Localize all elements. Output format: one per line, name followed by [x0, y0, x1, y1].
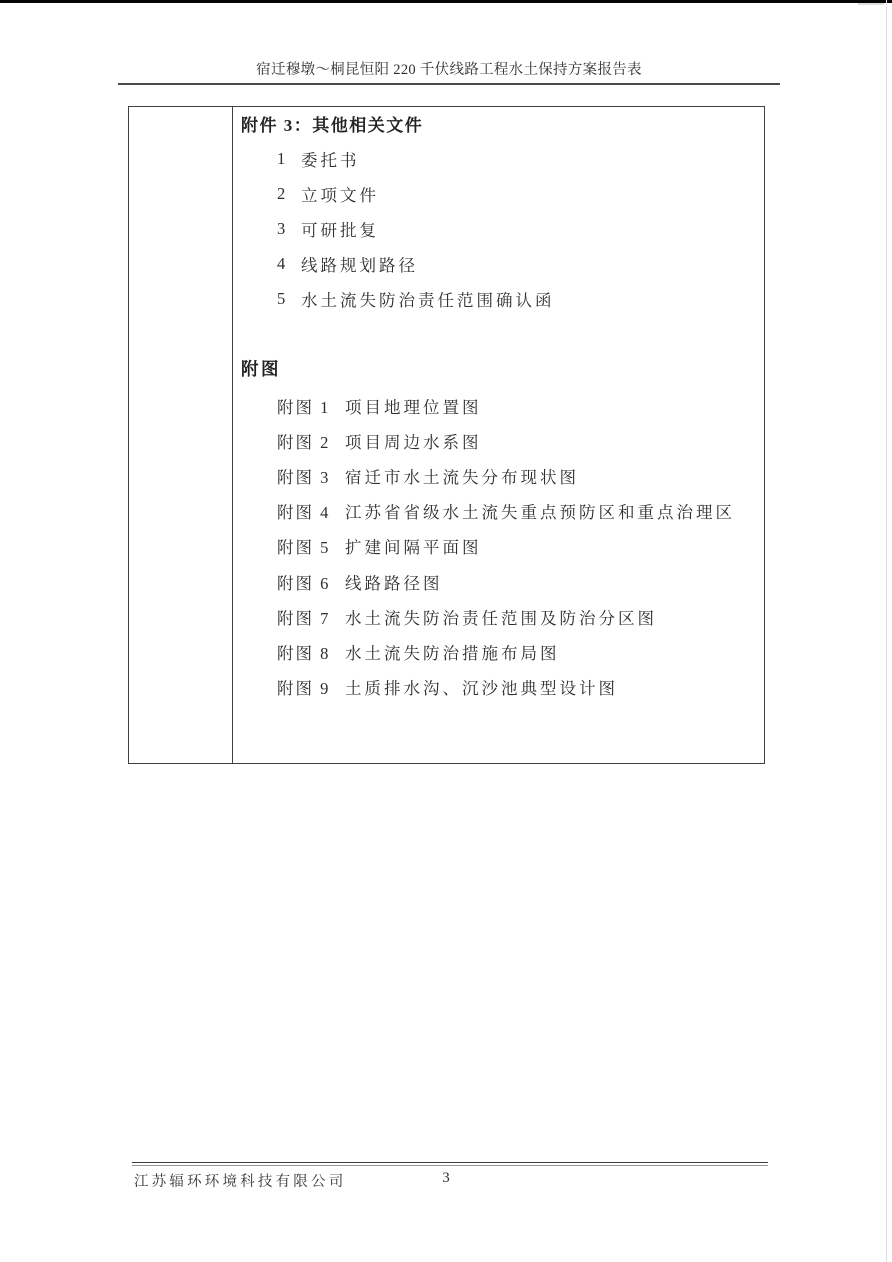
footer-rule — [132, 1162, 768, 1166]
figures-section-title: 附图 — [241, 359, 281, 379]
figures-list — [241, 388, 764, 705]
attachment-number: 4 — [277, 253, 286, 273]
figure-number: 附图 8 — [277, 643, 331, 663]
attachment-number: 5 — [277, 288, 286, 308]
figure-item — [277, 458, 764, 493]
figure-number: 附图 6 — [277, 573, 331, 593]
attachment-item — [277, 141, 764, 176]
figure-item — [277, 599, 764, 634]
figure-number: 附图 2 — [277, 432, 331, 452]
figure-number: 附图 4 — [277, 503, 331, 523]
figure-label: 线路路径图 — [345, 573, 443, 593]
attachment-label: 线路规划路径 — [301, 255, 418, 275]
figure-label: 扩建间隔平面图 — [345, 538, 482, 558]
figure-item — [277, 670, 764, 705]
figure-label: 项目周边水系图 — [345, 432, 482, 452]
figure-number: 附图 9 — [277, 679, 331, 699]
figure-label: 项目地理位置图 — [345, 397, 482, 417]
footer-company-name: 江苏辐环环境科技有限公司 — [134, 1174, 347, 1190]
attachment-item — [277, 176, 764, 211]
figure-number: 附图 5 — [277, 538, 331, 558]
figure-label: 土质排水沟、沉沙池典型设计图 — [345, 679, 618, 699]
figure-number: 附图 1 — [277, 397, 331, 417]
attachment-item — [277, 246, 764, 281]
attachment-label: 立项文件 — [301, 185, 379, 205]
document-title: 宿迁穆墩～桐昆恒阳 220 千伏线路工程水土保持方案报告表 — [256, 62, 642, 78]
scan-top-edge — [0, 0, 892, 3]
attachment-label: 水土流失防治责任范围确认函 — [301, 290, 555, 310]
attachments-list — [241, 141, 764, 316]
figure-number: 附图 3 — [277, 467, 331, 487]
figure-label: 江苏省省级水土流失重点预防区和重点治理区 — [345, 503, 735, 523]
scan-corner-smudge — [858, 3, 884, 5]
attachment-item — [277, 211, 764, 246]
figure-label: 水土流失防治责任范围及防治分区图 — [345, 608, 657, 628]
figure-item — [277, 423, 764, 458]
report-table — [128, 106, 765, 764]
header-rule — [118, 83, 780, 85]
attachment-number: 3 — [277, 218, 286, 238]
attachment-label: 可研批复 — [301, 220, 379, 240]
table-content-cell — [233, 107, 764, 763]
figure-item — [277, 634, 764, 669]
attachment-number: 1 — [277, 148, 286, 168]
page-header — [118, 61, 780, 85]
figure-label: 水土流失防治措施布局图 — [345, 643, 560, 663]
figure-number: 附图 7 — [277, 608, 331, 628]
scan-right-edge — [886, 0, 888, 1262]
figure-item — [277, 564, 764, 599]
figure-item — [277, 388, 764, 423]
figure-item — [277, 494, 764, 529]
attachments-section-title: 附件 3：其他相关文件 — [241, 116, 424, 135]
page-number: 3 — [442, 1170, 450, 1186]
attachment-label: 委托书 — [301, 150, 360, 170]
attachment-number: 2 — [277, 183, 286, 203]
attachment-item — [277, 281, 764, 316]
figure-label: 宿迁市水土流失分布现状图 — [345, 467, 579, 487]
table-left-cell-empty — [129, 107, 233, 763]
figure-item — [277, 529, 764, 564]
